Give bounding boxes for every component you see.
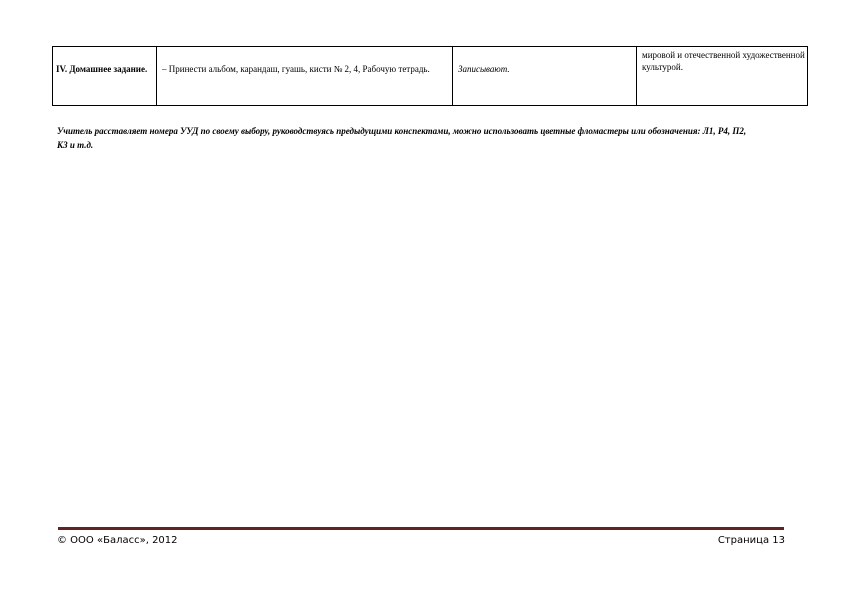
table-row bbox=[53, 47, 808, 106]
result-cell bbox=[637, 47, 808, 106]
student-action-text: Записывают. bbox=[458, 64, 510, 74]
footer-page-number: Страница 13 bbox=[717, 535, 785, 546]
result-text: мировой и отечественной художественной культурой. bbox=[642, 50, 805, 72]
student-action-cell bbox=[453, 47, 637, 106]
footer-divider bbox=[58, 527, 784, 530]
teacher-action-cell bbox=[157, 47, 453, 106]
teacher-action-text: – Принести альбом, карандаш, гуашь, кисти № 2, 4, Рабочую тетрадь. bbox=[162, 64, 430, 74]
stage-cell bbox=[53, 47, 157, 106]
lesson-table bbox=[52, 46, 808, 106]
footer-copyright: © ООО «Баласс», 2012 bbox=[57, 535, 178, 546]
stage-label: IV. Домашнее задание. bbox=[56, 64, 148, 74]
teacher-note: Учитель расставляет номера УУД по своему выбору, руководствуясь предыдущими конспектами, можно использовать цветные фломастеры или обозначения: Л1, Р4, П2, К3 и т.д. bbox=[57, 126, 747, 150]
